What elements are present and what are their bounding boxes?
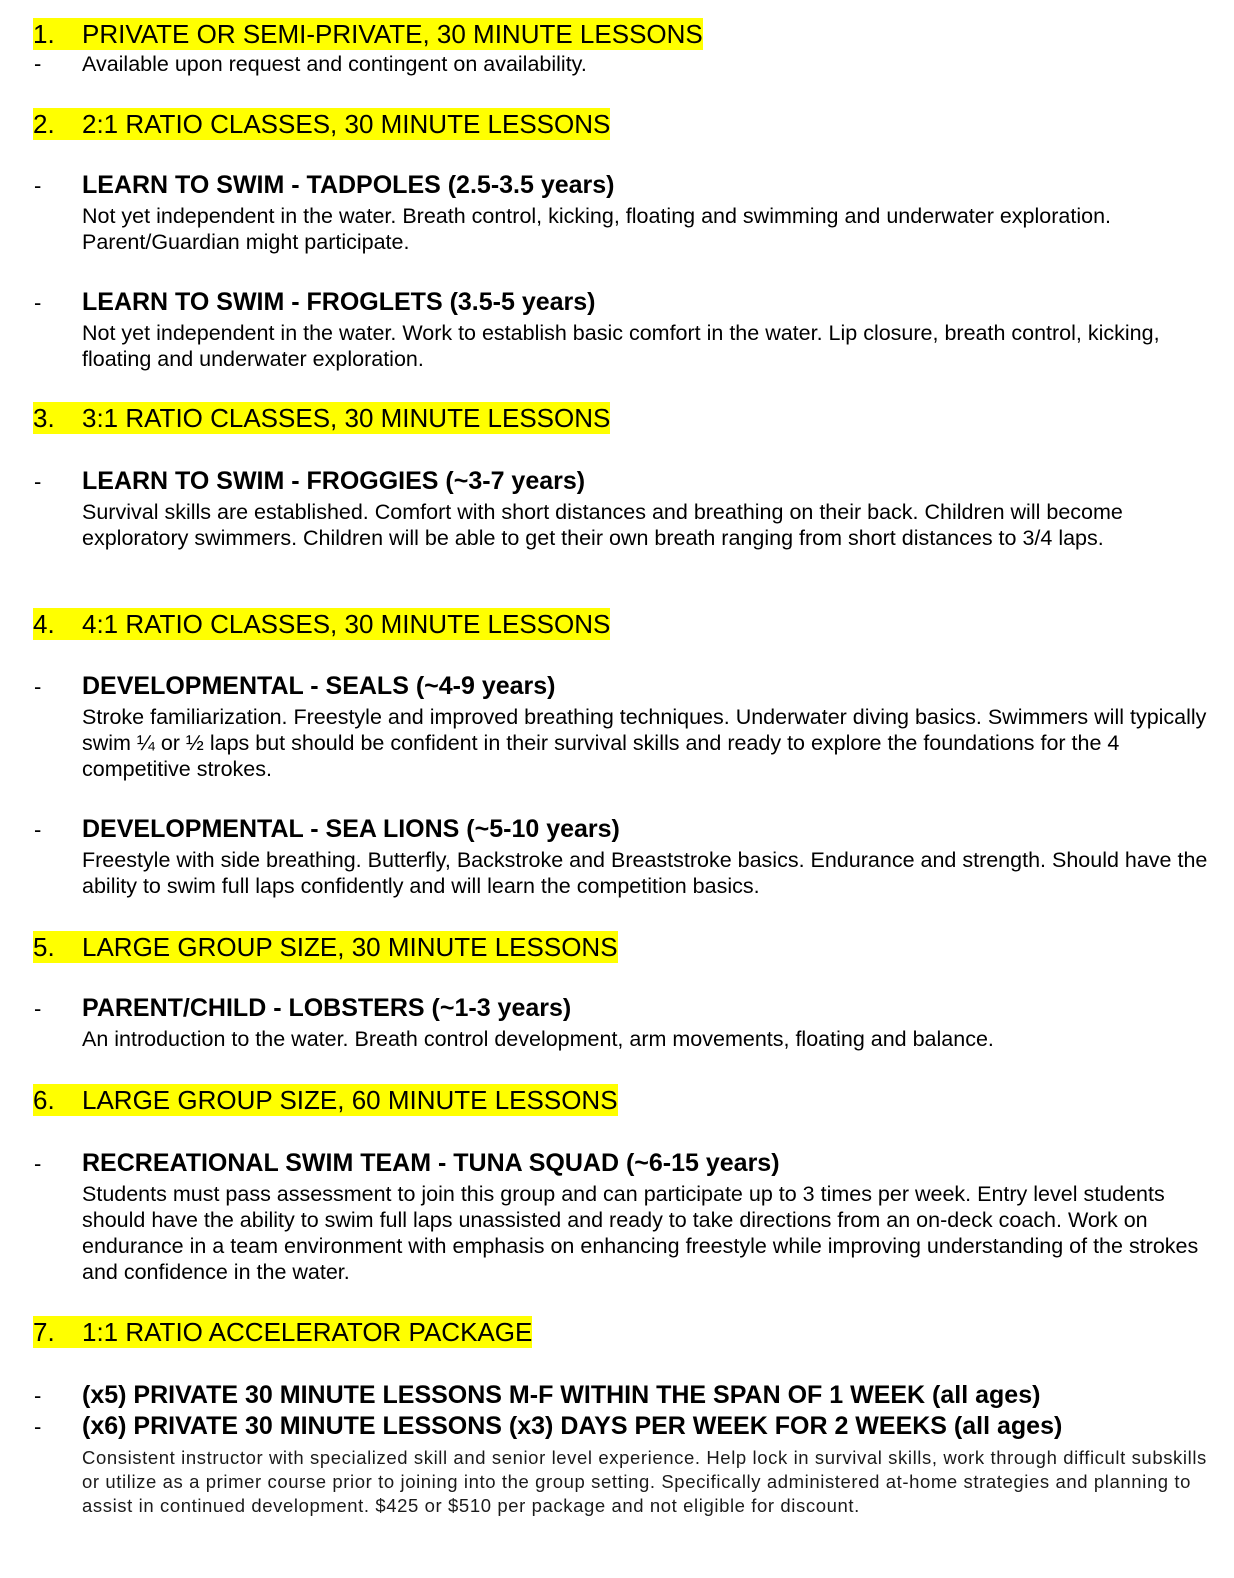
section-7-heading xyxy=(33,1316,532,1348)
section-number: 2. xyxy=(33,109,55,139)
item-title-sea-lions: DEVELOPMENTAL - SEA LIONS (~5-10 years) xyxy=(82,815,620,843)
bullet-dash: - xyxy=(34,996,42,1021)
section-title: 4:1 RATIO CLASSES, 30 MINUTE LESSONS xyxy=(82,609,611,639)
bullet-dash: - xyxy=(34,290,42,315)
item-description-sea-lions: Freestyle with side breathing. Butterfly, Backstroke and Breaststroke basics. Endurance and strength. Should have the ability to swim full laps confidently and will learn the competition basics. xyxy=(82,848,1208,898)
section-title: 1:1 RATIO ACCELERATOR PACKAGE xyxy=(82,1317,533,1347)
bullet-dash: - xyxy=(34,173,42,198)
item-title-froggies: LEARN TO SWIM - FROGGIES (~3-7 years) xyxy=(82,467,586,495)
section-1-note: Available upon request and contingent on availability. xyxy=(82,52,587,76)
section-2-heading xyxy=(33,108,610,140)
bullet-dash: - xyxy=(34,1414,42,1439)
item-description-tuna-squad: Students must pass assessment to join this group and can participate up to 3 times per week. Entry level students should have the ability to swim full laps unassisted and ready to take directions from an on-deck coach. Work on endurance in a team environment with emphasis on enhancing freestyle while improving understanding of the strokes and confidence in the water. xyxy=(82,1182,1199,1284)
section-title: 3:1 RATIO CLASSES, 30 MINUTE LESSONS xyxy=(82,403,611,433)
item-description-froglets: Not yet independent in the water. Work to establish basic comfort in the water. Lip closure, breath control, kicking, floating and underwater exploration. xyxy=(82,321,1160,371)
item-description-froggies: Survival skills are established. Comfort with short distances and breathing on their back. Children will become exploratory swimmers. Children will be able to get their own breath ranging from short distances to 3/4 laps. xyxy=(82,500,1123,550)
item-description-tadpoles: Not yet independent in the water. Breath control, kicking, floating and swimming and underwater exploration. Parent/Guardian might participate. xyxy=(82,204,1112,254)
section-title: PRIVATE OR SEMI-PRIVATE, 30 MINUTE LESSONS xyxy=(82,19,703,49)
item-title-seals: DEVELOPMENTAL - SEALS (~4-9 years) xyxy=(82,672,556,700)
section-title: LARGE GROUP SIZE, 60 MINUTE LESSONS xyxy=(82,1085,618,1115)
section-number: 7. xyxy=(33,1317,55,1347)
section-title: LARGE GROUP SIZE, 30 MINUTE LESSONS xyxy=(82,932,618,962)
bullet-dash: - xyxy=(34,1383,42,1408)
item-description-lobsters: An introduction to the water. Breath control development, arm movements, floating and balance. xyxy=(82,1027,994,1051)
item-title-tadpoles: LEARN TO SWIM - TADPOLES (2.5-3.5 years) xyxy=(82,171,615,199)
item-title-x5-package: (x5) PRIVATE 30 MINUTE LESSONS M-F WITHIN THE SPAN OF 1 WEEK (all ages) xyxy=(82,1381,1041,1409)
section-4-heading xyxy=(33,608,610,640)
section-number: 3. xyxy=(33,403,55,433)
section-5-heading xyxy=(33,931,618,963)
section-3-heading xyxy=(33,402,610,434)
section-number: 6. xyxy=(33,1085,55,1115)
item-description-seals: Stroke familiarization. Freestyle and improved breathing techniques. Underwater diving basics. Swimmers will typically swim ¼ or ½ laps but should be confident in their survival skills and ready to explore the foundations for the 4 competitive strokes. xyxy=(82,705,1207,781)
section-number: 1. xyxy=(33,19,55,49)
item-title-froglets: LEARN TO SWIM - FROGLETS (3.5-5 years) xyxy=(82,288,596,316)
item-description-accelerator: Consistent instructor with specialized skill and senior level experience. Help lock in survival skills, work through difficult subskills or utilize as a primer course prior to joining into the group setting. Specifically administered at-home strategies and planning to assist in continued development. $425 or $510 per package and not eligible for discount. xyxy=(82,1447,1207,1516)
section-6-heading xyxy=(33,1084,618,1116)
section-1-heading xyxy=(33,18,703,50)
section-number: 4. xyxy=(33,609,55,639)
bullet-dash: - xyxy=(34,817,42,842)
item-title-lobsters: PARENT/CHILD - LOBSTERS (~1-3 years) xyxy=(82,994,572,1022)
bullet-dash: - xyxy=(34,51,42,76)
item-title-tuna-squad: RECREATIONAL SWIM TEAM - TUNA SQUAD (~6-15 years) xyxy=(82,1149,780,1177)
section-number: 5. xyxy=(33,932,55,962)
item-title-x6-package: (x6) PRIVATE 30 MINUTE LESSONS (x3) DAYS PER WEEK FOR 2 WEEKS (all ages) xyxy=(82,1412,1063,1440)
bullet-dash: - xyxy=(34,674,42,699)
bullet-dash: - xyxy=(34,1151,42,1176)
section-title: 2:1 RATIO CLASSES, 30 MINUTE LESSONS xyxy=(82,109,611,139)
bullet-dash: - xyxy=(34,469,42,494)
